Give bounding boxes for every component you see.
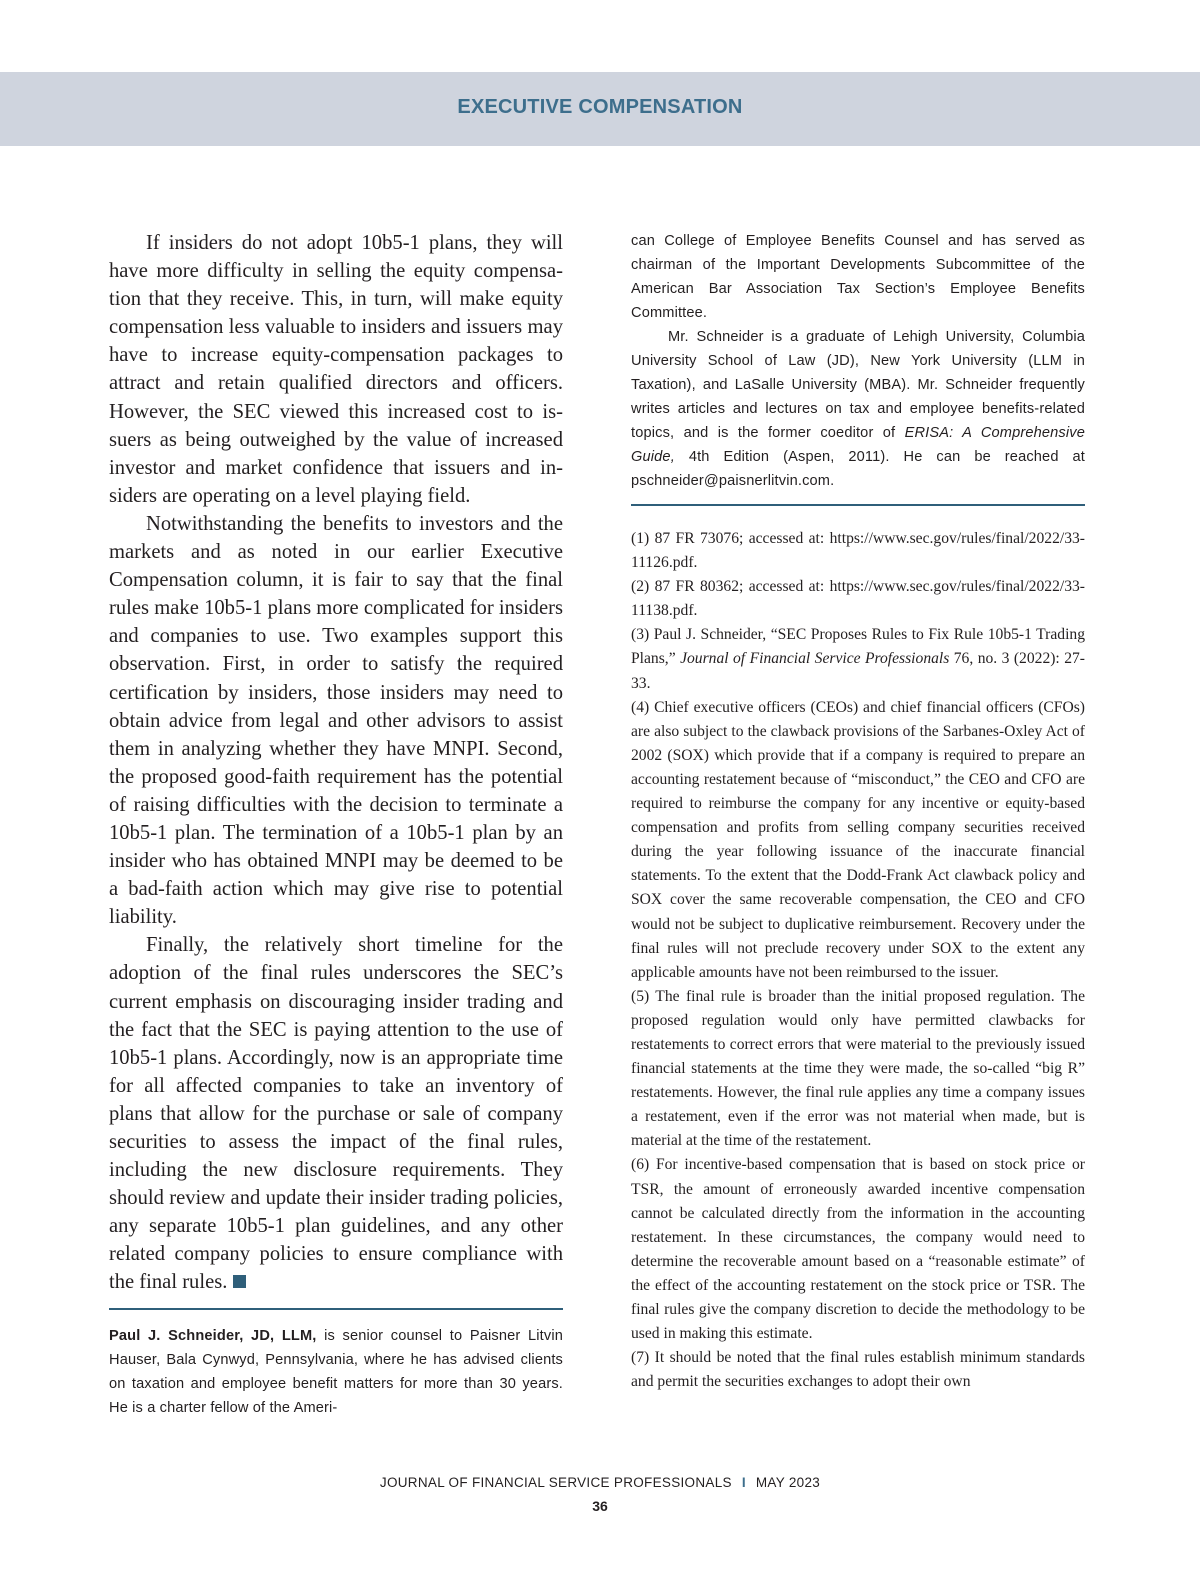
running-footer: [0, 1475, 1200, 1490]
endnote: [631, 623, 1085, 695]
endnote-text: 76, no. 3 (2022): 27-33.: [631, 650, 1085, 692]
endnote-text: (3) Paul J. Schneider, “SEC Proposes Rules to Fix Rule 10b5-1 Trading Plans,”: [631, 626, 1085, 668]
bio-divider: [109, 1308, 563, 1310]
bio-text: is senior counsel to Paisner Litvin Hauser, Bala Cynwyd, Pennsylvania, where he has advised clients on taxation and employee benefit matters for more than 30 years. He is a charter fellow of the Ameri-: [109, 1328, 563, 1416]
endnote: (2) 87 FR 80362; accessed at: https://www.sec.gov/rules/final/2022/33-11138.pdf.: [631, 578, 1085, 620]
journal-title: Journal of Financial Service Professionals: [680, 650, 950, 668]
body-paragraph-text: Finally, the relatively short timeline for the adoption of the final rules underscores the SEC’s current emphasis on discouraging insider trading and the fact that the SEC is paying attention to the use of 10b5-1 plans. Accordingly, now is an appropriate time for all affected companies to take an inventory of plans that allow for the purchase or sale of company securities to assess the impact of the final rules, including the new disclosure requirements. They should review and update their insider trading policies, any separate 10b5-1 plan guidelines, and any other related company policies to ensure compliance with the final rules.: [109, 934, 563, 1294]
bio-paragraph: can College of Employee Benefits Counsel and has served as chairman of the Important Developments Subcommittee of the American Bar Association Tax Section’s Employee Benefits Committee.: [631, 233, 1085, 321]
issue-date: MAY 2023: [755, 1475, 821, 1490]
end-of-article-mark: [233, 1275, 246, 1288]
endnote: (7) It should be noted that the final rules establish minimum standards and permit the securities exchanges to adopt their own: [631, 1349, 1085, 1391]
notes-divider: [631, 504, 1085, 506]
body-paragraph: Notwithstanding the benefits to investors and the markets and as noted in our earlier Executive Compensation column, it is fair to say that the final rules make 10b5-1 plans more complicated for insiders and companies to use. Two examples support this observation. First, in order to satisfy the required certification by insiders, those insiders may need to obtain advice from legal and other advisors to assist them in analyzing whether they have MNPI. Second, the proposed good-faith requirement has the potential of raising difficulties with the decision to terminate a 10b5-1 plan. The termination of a 10b5-1 plan by an insider who has obtained MNPI may be deemed to be a bad-faith action which may give rise to potential liability.: [109, 512, 563, 929]
body-paragraph: If insiders do not adopt 10b5-1 plans, they will have more difficulty in selling the equity compensation that they receive. This, in turn, will make equity compensation less valuable to insiders and issuers may have to increase equity-compensation packages to attract and retain qualified directors and officers. However, the SEC viewed this increased cost to issuers as being outweighed by the value of increased investor and market confidence that issuers and insiders are operating on a level playing field.: [109, 232, 563, 507]
section-title: EXECUTIVE COMPENSATION: [457, 96, 743, 118]
endnotes: [631, 527, 1085, 1394]
endnote: (1) 87 FR 73076; accessed at: https://www.sec.gov/rules/final/2022/33-11126.pdf.: [631, 530, 1085, 572]
bio-text: 4th Edition (Aspen, 2011). He can be reached at pschneider@paisnerlitvin.com.: [631, 449, 1085, 489]
author-bio-continued: [631, 229, 1085, 493]
author-name: Paul J. Schneider, JD, LLM,: [109, 1328, 317, 1344]
page-number: 36: [592, 1498, 608, 1514]
book-title: ERISA: A Comprehensive Guide,: [631, 425, 1085, 465]
body-paragraph-last: [109, 931, 563, 1296]
journal-name: JOURNAL OF FINANCIAL SERVICE PROFESSIONALS: [379, 1475, 732, 1490]
endnote: (6) For incentive-based compensation that is based on stock price or TSR, the amount of erroneously awarded incentive compensation cannot be calculated directly from the information in the accounting restatement. In these circumstances, the company would need to determine the recoverable amount based on a “reasonable estimate” of the effect of the accounting restatement on the stock price or TSR. The final rules give the company discretion to decide the methodology to be used in making this estimate.: [631, 1156, 1085, 1343]
bio-paragraph: [109, 1324, 563, 1420]
bio-paragraph: [631, 325, 1085, 493]
endnote: (5) The final rule is broader than the initial proposed regulation. The proposed regulation would only have permitted clawbacks for restatements to correct errors that were material to the previously issued financial statements at the time they were made, the so-called “big R” restatements. However, the final rule applies any time a company issues a restatement, even if the error was not material when made, but is material at the time of the restatement.: [631, 987, 1085, 1150]
footer-separator: I: [741, 1475, 746, 1490]
author-bio: [109, 1324, 563, 1420]
bio-text: Mr. Schneider is a graduate of Lehigh University, Columbia University School of Law (JD), New York University (LLM in Taxation), and LaSalle University (MBA). Mr. Schneider frequently writes articles and lectures on tax and employee benefits-related topics, and is the former coeditor of: [631, 329, 1085, 441]
endnote: (4) Chief executive officers (CEOs) and chief financial officers (CFOs) are also subject to the clawback provisions of the Sarbanes-Oxley Act of 2002 (SOX) which provide that if a company is required to prepare an accounting restatement because of “misconduct,” the CEO and CFO are required to reimburse the company for any incentive or equity-based compensation and profits from selling company securities received during the year following issuance of the inaccurate financial statements. To the extent that the Dodd-Frank Act clawback policy and SOX cover the same recoverable compensation, the CEO and CFO would not be subject to duplicative reimbursement. Recovery under the final rules will not preclude recovery under SOX to the extent any applicable amounts have not been reimbursed to the issuer.: [631, 698, 1085, 981]
article-body: [109, 229, 563, 1297]
